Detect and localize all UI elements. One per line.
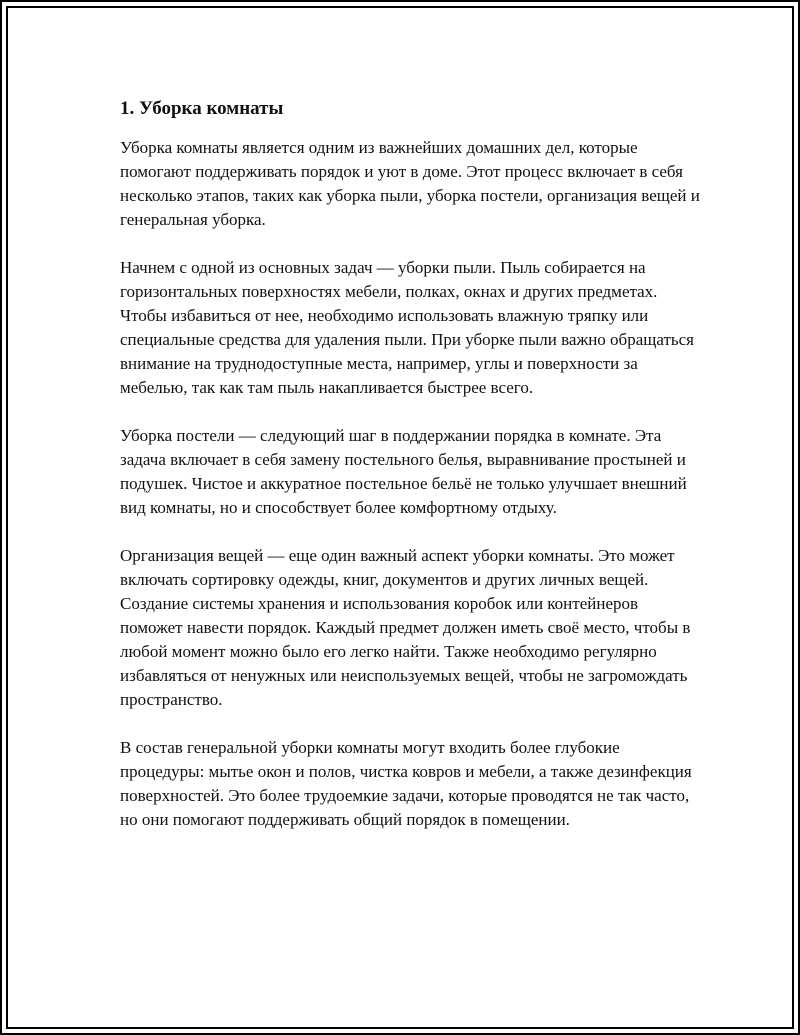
paragraph-deep-cleaning: В состав генеральной уборки комнаты могут входить более глубокие процедуры: мытье окон и полов, чистка ковров и мебели, а также дезинфекция поверхностей. Это более трудоемкие задачи, которые проводятся не так часто, но они помогают поддерживать общий порядок в помещении.: [120, 738, 692, 829]
document-body: [120, 98, 700, 856]
paragraph-organization: Организация вещей — еще один важный аспект уборки комнаты. Это может включать сортировку одежды, книг, документов и других личных вещей. Создание системы хранения и использования коробок или контейнеров поможет навести порядок. Каждый предмет должен иметь своё место, чтобы в любой момент можно было его легко найти. Также необходимо регулярно избавляться от ненужных или неиспользуемых вещей, чтобы не загромождать пространство.: [120, 546, 691, 709]
paragraph-dust: Начнем с одной из основных задач — уборки пыли. Пыль собирается на горизонтальных поверхностях мебели, полках, окнах и других предметах. Чтобы избавиться от нее, необходимо использовать влажную тряпку или специальные средства для удаления пыли. При уборке пыли важно обращаться внимание на труднодоступные места, например, углы и поверхности за мебелью, так как там пыль накапливается быстрее всего.: [120, 258, 694, 397]
paragraph-bed: Уборка постели — следующий шаг в поддержании порядка в комнате. Эта задача включает в себя замену постельного белья, выравнивание простыней и подушек. Чистое и аккуратное постельное бельё не только улучшает внешний вид комнаты, но и способствует более комфортному отдыху.: [120, 426, 687, 517]
section-heading: 1. Уборка комнаты: [120, 98, 284, 119]
paragraph-intro: Уборка комнаты является одним из важнейших домашних дел, которые помогают поддерживать порядок и уют в доме. Этот процесс включает в себя несколько этапов, таких как уборка пыли, уборка постели, организация вещей и генеральная уборка.: [120, 138, 700, 229]
